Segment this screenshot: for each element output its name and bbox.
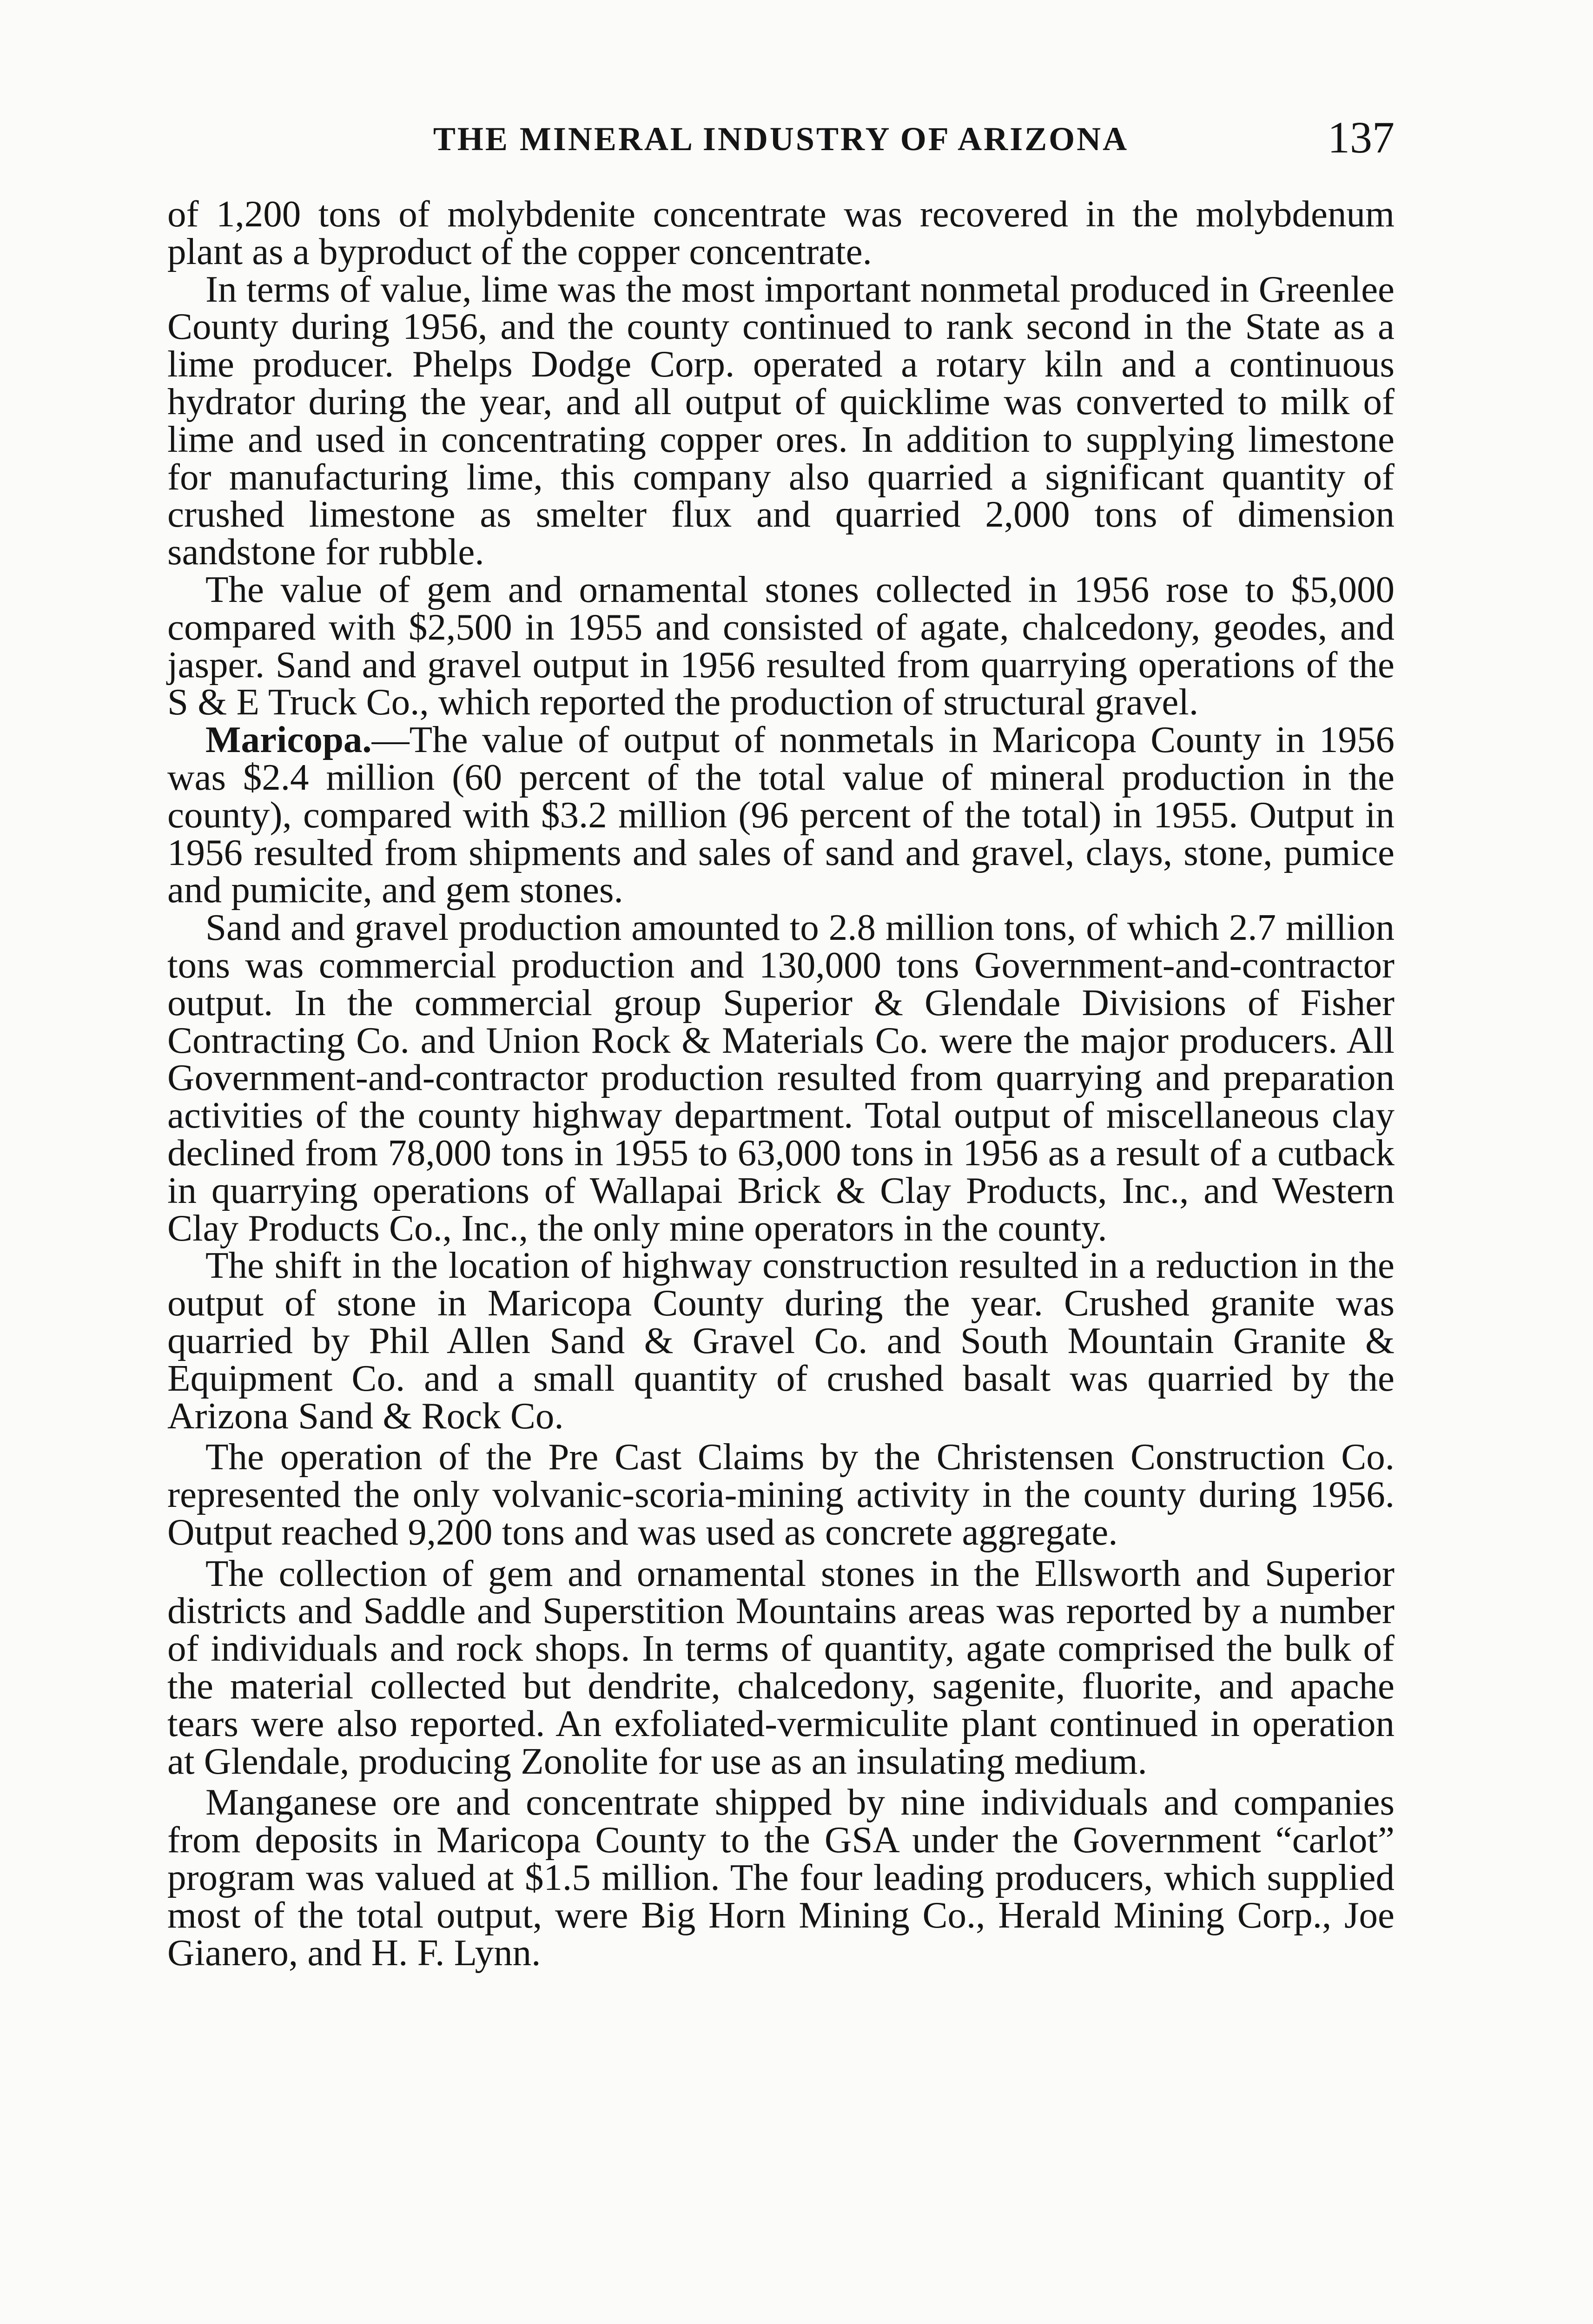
paragraph-manganese: Manganese ore and concentrate shipped by nine individuals and companies from deposits in Maricopa County to the GSA under the Government “carlot” program was valued at $1.5 million. The four leading producers, which supplied most of the total output, were Big Horn Mining Co., Herald Mining Corp., Joe Gianero, and H. F. Lynn. <box>167 1781 1395 1974</box>
paragraph-sand-gravel: Sand and gravel production amounted to 2.8 million tons, of which 2.7 million tons was commercial production and 130,000 tons Government-and-contractor output. In the commercial group Superior & Glendale Divisions of Fisher Contracting Co. and Union Rock & Materials Co. were the major producers. All Government-and-contractor production resulted from quarrying and preparation activities of the county highway department. Total output of miscellaneous clay declined from 78,000 tons in 1955 to 63,000 tons in 1956 as a result of a cutback in quarrying operations of Wallapai Brick & Clay Products, Inc., and Western Clay Products Co., Inc., the only mine operators in the county. <box>167 906 1395 1249</box>
running-head: THE MINERAL INDUSTRY OF ARIZONA <box>433 120 1129 158</box>
body-text <box>167 193 1395 1974</box>
paragraph-maricopa <box>167 721 1395 909</box>
paragraph-stone: The shift in the location of highway construction resulted in a reduction in the output of stone in Maricopa County during the year. Crushed granite was quarried by Phil Allen Sand & Gravel Co. and South Mountain Granite & Equipment Co. and a small quantity of crushed basalt was quarried by the Arizona Sand & Rock Co. <box>167 1244 1395 1437</box>
page-number: 137 <box>1328 112 1395 162</box>
paragraph-maricopa-text: —The value of output of nonmetals in Maricopa County in 1956 was $2.4 million (60 percent of the total value of mineral production in the county), compared with $3.2 million (96 percent of the total) in 1955. Output in 1956 resulted from shipments and sales of sand and gravel, clays, stone, pumice and pumicite, and gem stones. <box>167 719 1395 911</box>
paragraph-gem-stones: The collection of gem and ornamental stones in the Ellsworth and Superior districts and Saddle and Superstition Mountains areas was reported by a number of individuals and rock shops. In terms of quantity, agate comprised the bulk of the material collected but dendrite, chalcedony, sagenite, fluorite, and apache tears were also reported. An exfoliated-vermiculite plant continued in operation at Glendale, producing Zonolite for use as an insulating medium. <box>167 1552 1395 1782</box>
paragraph-molybdenite: of 1,200 tons of molybdenite concentrate was recovered in the molybdenum plant as a byproduct of the copper concentrate. <box>167 193 1395 272</box>
page-header <box>167 112 1395 172</box>
section-heading-maricopa: Maricopa. <box>205 719 372 761</box>
paragraph-greenlee-gems: The value of gem and ornamental stones collected in 1956 rose to $5,000 compared with $2,500 in 1955 and consisted of agate, chalcedony, geodes, and jasper. Sand and gravel output in 1956 resulted from quarrying operations of the S & E Truck Co., which reported the production of structural gravel. <box>167 568 1395 723</box>
paragraph-scoria: The operation of the Pre Cast Claims by the Christensen Construction Co. represented the only volvanic-scoria-mining activity in the county during 1956. Output reached 9,200 tons and was used as concrete aggregate. <box>167 1436 1395 1553</box>
paragraph-greenlee-lime: In terms of value, lime was the most important nonmetal produced in Greenlee County during 1956, and the county continued to rank second in the State as a lime producer. Phelps Dodge Corp. operated a rotary kiln and a continuous hydrator during the year, and all output of quicklime was converted to milk of lime and used in concentrating copper ores. In addition to supplying limestone for manufacturing lime, this company also quarried a significant quantity of crushed limestone as smelter flux and quarried 2,000 tons of dimension sandstone for rubble. <box>167 268 1395 573</box>
